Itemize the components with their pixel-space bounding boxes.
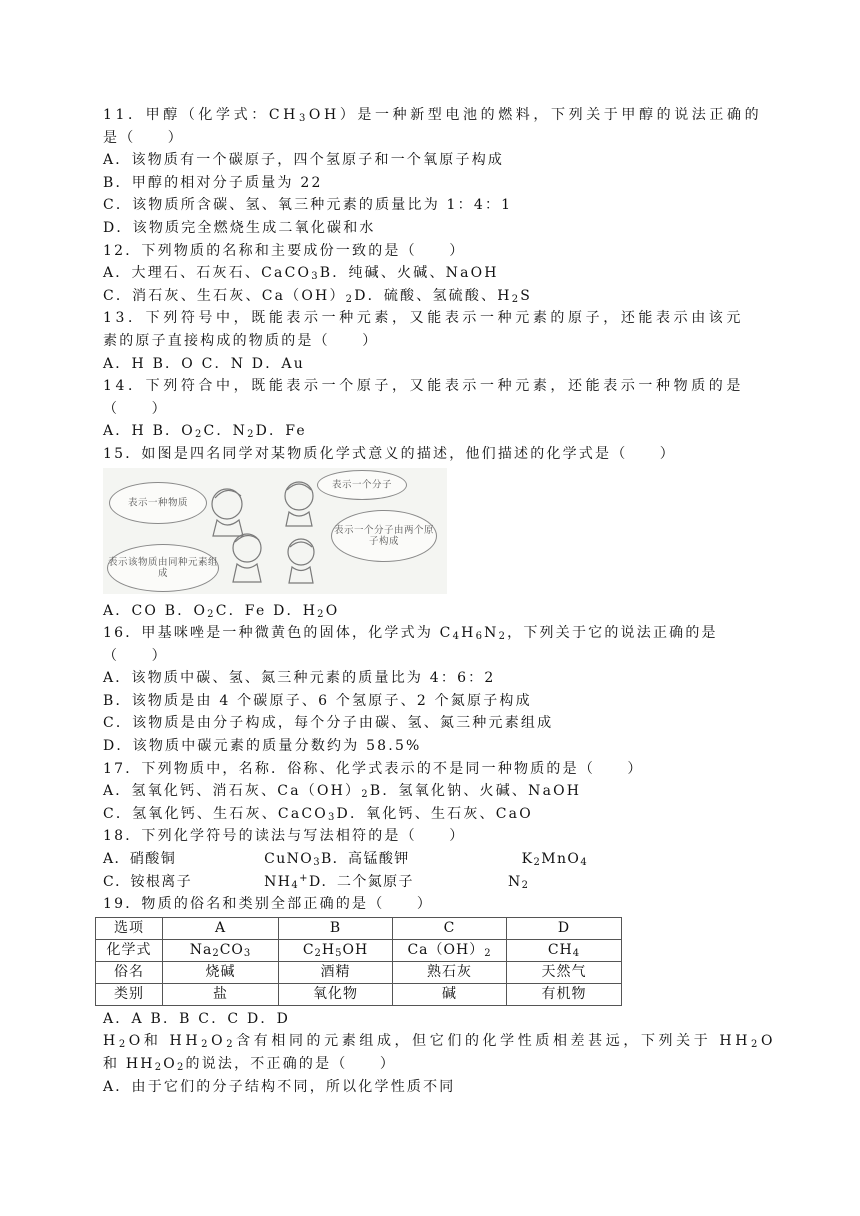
q13-options: A．H B．O C．N D．Au [103, 355, 305, 372]
question-column [103, 104, 777, 1098]
q17-options-cd: C．氢氧化钙、生石灰、CaCO$_3$D．氧化钙、生石灰、CaO [103, 805, 533, 823]
q18-options-cd: C．铵根离子 $NH_4^+D$．二个氮原子 $N_2$ [103, 872, 530, 891]
q16-stem: 16．甲基咪唑是一种微黄色的固体，化学式为 $C_4H_6N_2$，下列关于它的说法正确的是 [103, 625, 718, 643]
q18-options-ab: A．硝酸铜 CuNO$_3$B．高锰酸钾 $K_2MnO_4$ [103, 851, 589, 869]
q12-options-ab: A．大理石、石灰石、CaCO$_3$B．纯碱、火碱、NaOH [103, 265, 499, 283]
q12-options-cd: C．消石灰、生石灰、$Ca(OH)_2D$．硫酸、氢硫酸、$H_2S$ [103, 287, 533, 305]
bubble-middle-right: 表示一个分子由两个原子构成 [331, 510, 437, 562]
q11-option-d: D．该物质完全燃烧生成二氧化碳和水 [103, 219, 376, 236]
q20-stem: $H_2O$和 $HH_2O_2$含有相同的元素组成，但它们的化学性质相差甚远，下列关于 $HH_2O$ [103, 1033, 777, 1051]
q17-options-ab: A．氢氧化钙、消石灰、$Ca(OH)_2B$．氢氧化钠、火碱、NaOH [103, 783, 582, 801]
q11-stem: 11．甲醇（化学式：$CH_3OH$）是一种新型电池的燃料，下列关于甲醇的说法正确的 [103, 107, 763, 124]
q14-stem-cont: （ ） [103, 400, 168, 417]
q12-stem: 12．下列物质的名称和主要成份一致的是（ ） [103, 242, 466, 259]
q15-options: A．CO B．$O_2C$．Fe D．$H_2O$ [103, 602, 340, 620]
table-row: 俗名 烧碱 酒精 熟石灰 天然气 [96, 961, 622, 983]
q14-stem: 14．下列符合中，既能表示一个原子，又能表示一种元素，还能表示一种物质的是 [103, 378, 745, 395]
table-row: 选项 A B C D [96, 917, 622, 939]
q13-stem: 13．下列符号中，既能表示一种元素，又能表示一种元素的原子，还能表示由该元 [103, 310, 745, 327]
table-row: 类别 盐 氧化物 碱 有机物 [96, 983, 622, 1005]
bubble-bottom-left: 表示该物质由同种元素组成 [107, 544, 219, 592]
q18-stem: 18．下列化学符号的读法与写法相符的是（ ） [103, 828, 466, 845]
q15-stem: 15．如图是四名同学对某物质化学式意义的描述，他们描述的化学式是（ ） [103, 445, 677, 462]
q11-option-c: C．该物质所含碳、氢、氧三种元素的质量比为 1：4：1 [103, 197, 513, 214]
q13-stem-cont: 素的原子直接构成的物质的是（ ） [103, 332, 379, 349]
q16-stem-cont: （ ） [103, 647, 168, 664]
bubble-top-left: 表示一种物质 [109, 482, 207, 524]
q20-option-a: A．由于它们的分子结构不同，所以化学性质不同 [103, 1078, 456, 1095]
q19-table [95, 917, 622, 1006]
q17-stem: 17．下列物质中，名称．俗称、化学式表示的不是同一种物质的是（ ） [103, 760, 644, 777]
q20-stem-cont: 和 $HH_2O_2$的说法，不正确的是（ ） [103, 1056, 397, 1073]
q19-options: A．A B．B C．C D．D [103, 1010, 291, 1027]
q11-option-b: B．甲醇的相对分子质量为 22 [103, 174, 323, 191]
q15-illustration [103, 468, 447, 594]
q11-option-a: A．该物质有一个碳原子，四个氢原子和一个氧原子构成 [103, 152, 505, 169]
q16-option-a: A．该物质中碳、氢、氮三种元素的质量比为 4：6：2 [103, 670, 496, 687]
table-row: 化学式 $Na_2CO_3$ $C_2H_5OH$ $Ca(OH)_2$ $CH_4$ [96, 939, 622, 961]
q16-option-c: C．该物质是由分子构成，每个分子由碳、氢、氮三种元素组成 [103, 715, 554, 732]
q19-stem: 19．物质的俗名和类别全部正确的是（ ） [103, 896, 434, 913]
q14-options: A．H B．$O_2C$．$N_2D$．Fe [103, 423, 307, 441]
q16-option-b: B．该物质是由 4 个碳原子、6 个氢原子、2 个氮原子构成 [103, 692, 532, 709]
q11-stem-cont: 是（ ） [103, 129, 184, 146]
bubble-top-right: 表示一个分子 [317, 470, 407, 500]
q16-option-d: D．该物质中碳元素的质量分数约为 58.5% [103, 738, 422, 755]
